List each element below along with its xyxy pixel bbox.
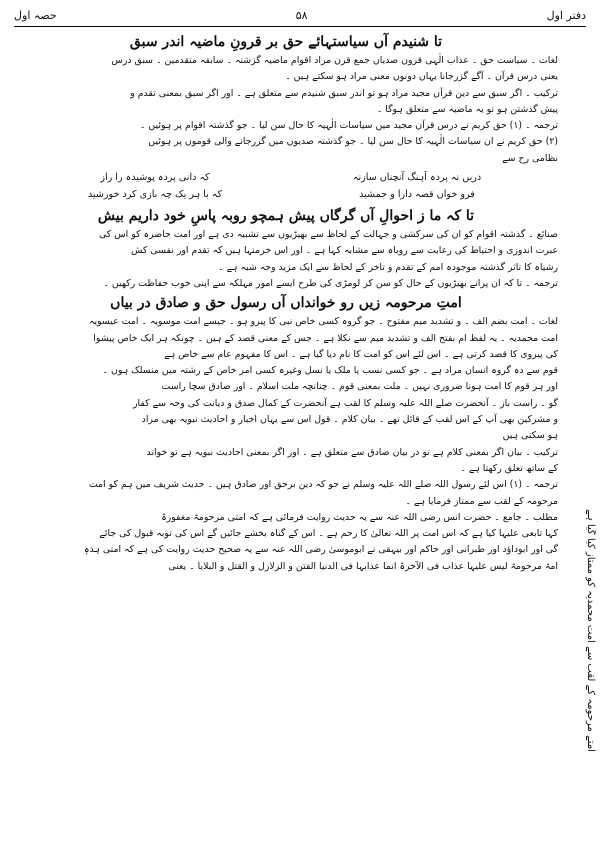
text-line: کی پیروی کا قصد کرتی ہے ۔ اس لئے اس کو امت کا نام دیا گیا ہے ۔ اس کا مفہوم عام سے خاص ہے	[164, 348, 558, 360]
commentary-1	[14, 53, 558, 167]
couplet-line: کہ با ہر یک چہ بازی کرد خورشید	[87, 189, 223, 201]
text-line: لغات ۔ امت بضم الف ۔ و تشدید میم مفتوح ۔ جو گروہ کسی خاص نبی کا پیرو ہو ۔ جیسے امت موسویہ ۔ امت عیسویہ	[88, 316, 558, 328]
quoted-couplets	[14, 167, 558, 205]
text-line: یعنی درس قرآن ۔ آگے گزرجانا یہاں دونوں معنی مراد ہو سکتے ہیں ۔	[285, 71, 558, 83]
margin-note: امتے مرحومہ کے لقب سے امت محمدیہ کو ممتاز کیا گیا ہے	[585, 508, 596, 752]
text-line: لغات ۔ سیاست حق ۔ عذاب الٰہی قرون صدیاں جمع قرن مراد اقوام ماضیہ گزشتہ ۔ سابقہ متقدمین ۔ سبق درس	[111, 55, 558, 66]
text-line: قوم سے دہ گروہ انسان مراد ہے ۔ جو کسی نسب یا ملک یا نسل وغیرہ کسی امر خاص کے رشتہ میں منسلک ہوں ۔	[102, 365, 558, 377]
header-right: حصہ اول	[14, 8, 57, 22]
text-line: رشیاہ کا تاثر گذشتہ موجودہ امم کے تقدم و تاخر کے لحاظ سے ایک مزید وجہ شبہ ہے ۔	[218, 261, 558, 273]
text-line: صنائع ۔ گذشتہ اقوام کو ان کی سرکشی و جہالت کے لحاظ سے بھیڑیوں سے تشبیہ دی ہے اور امت حاضرہ کو اس کی	[98, 229, 558, 241]
text-line: ترجمہ ۔ (۱) اس لئے رسول اللہ صلے اللہ علیہ وسلم نے جو کہ دین برحق اور صادق ہیں ۔ حدیث شریف میں ہم کو امت	[88, 479, 558, 491]
text-line: مطلب ۔ جامع ۔ حضرت انس رضی اللہ عنہ سے یہ حدیث روایت فرمائی ہے کہ امتی مرحومۃ مغفورۃ	[161, 511, 558, 523]
text-line: پیش گذشتن ہو تو یہ ماضیہ سے متعلق ہوگا ۔	[376, 103, 558, 115]
text-line: (۲) حق کریم نے ان سیاسات الٰہیہ کا حال سن لیا ۔ جو گذشتہ صدیوں میں گزرجانے والی قوموں پر ہوئیں	[148, 136, 558, 148]
couplet-line: فرو خواں قصہ دارا و جمشید	[359, 189, 475, 201]
text-line: ترجمہ ۔ (۱) حق کریم نے درس قرآن مجید میں سیاسات الٰہیہ کا حال سن لیا ۔ جو گذشتہ اقوام پر ہوئیں ۔	[139, 120, 558, 132]
commentary-3	[14, 314, 558, 575]
running-header	[14, 6, 586, 24]
commentary-2	[14, 227, 558, 292]
text-line: کہا تابعی علیہا کیا ہے کہ اس امت پر اللہ تعالیٰ کا رحم ہے ۔ اس کے گناہ بخشے جائیں گے اس کی توبہ قبول کی جائے	[99, 528, 558, 540]
text-line: ترجمہ ۔ تا کہ ان پرانے بھیڑیوں کے حال کو سن کر لومڑی کی طرح ایسے امور مہلکہ سے اپنی خوب حفاظت رکھیں ۔	[103, 277, 558, 289]
couplet-line: دریں نہ پردہ آہنگ آنچناں سازنہ	[352, 172, 482, 184]
text-line: امۃ مرحومۃ لیس علیہا عذاب فی الآخرۃ انما عذابہا فی الدنیا الفتن و الزلازل و القتل و البلایا ۔ یعنی	[168, 560, 558, 572]
header-rule	[14, 26, 586, 27]
text-line: امت محمدیہ ۔ یہ لفظ ام بفتح الف و تشدید میم سے نکلا ہے ۔ جس کے معنی قصد کے ہیں ۔ چونکہ ہر ایک خاص پیشوا	[93, 332, 558, 344]
verse-heading-3: امتِ مرحومہ زیں رو خوانداں آں رسول حق و صادق در بیاں	[110, 295, 462, 312]
text-line: و مشرکین بھی آپ کے اس لقب کے قائل تھے ۔ بیان کلام ۔ قول اس سے یہاں اخبار و احادیث نبویہ بھی مراد	[141, 414, 558, 426]
text-line: ترکیب ۔ اگر سبق سے دین قرآن مجید مراد ہو تو اندر سبق شنیدم سے متعلق ہے ۔ اور اگر سبق بمعنی تقدم و	[130, 87, 558, 99]
text-line: اور ہر قوم کا امت ہونا ضروری نہیں ۔ ملت بمعنی قوم ۔ چنانچہ ملت اسلام ۔ اور صادق سچا راست	[161, 381, 558, 393]
page-body	[14, 31, 558, 575]
text-line: ترکیب ۔ بیان اگر بمعنی کلام ہے تو در بیان صادق سے متعلق ہے ۔ اور اگر بمعنی احادیث نبویہ ہے تو خواند	[146, 446, 558, 458]
text-line: گو ۔ راست باز ۔ آنحضرت صلے اللہ علیہ وسلم کا لقب ہے آنحضرت کے کمال صدق و دیانت کی وجہ سے کفار	[133, 397, 558, 409]
text-line: ہو سکتی ہیں	[502, 430, 558, 442]
couplet-line: کہ دانی پردہ پوشیدہ را راز	[100, 172, 210, 184]
text-line: نظامی رح سے	[502, 152, 558, 164]
page-number: ۵۸	[295, 8, 308, 22]
text-line: مرحومہ کے لقب سے ممتاز فرمایا ہے ۔	[405, 495, 558, 507]
text-line: کے ساتھ تعلق رکھتا ہے ۔	[460, 462, 558, 474]
text-line: عبرت اندوزی و احتیاط کی رعایت سے روباہ سے مشابہ کہا ہے ۔ اور اس خرمنہا ہیں کہ تقدم اور نفسی کش	[130, 245, 558, 257]
header-left: دفتر اول	[546, 8, 586, 22]
verse-heading-2: تا کہ ما ز احوالِ آں گرگاں پیش ہمچو روبہ پاسِ خود داریم بیش	[97, 208, 475, 225]
text-line: گی اور ابوداؤد اور طبرانی اور حاکم اور بیہقی نے ابوموسیٰ رضی اللہ عنہ سے یہ صحیح حدیث روایت کی ہے کہ امتی ہذہٖ	[83, 544, 558, 556]
verse-heading-1: تا شنیدم آں سیاستہائے حق بر قرونِ ماضیہ اندر سبق	[129, 34, 443, 50]
